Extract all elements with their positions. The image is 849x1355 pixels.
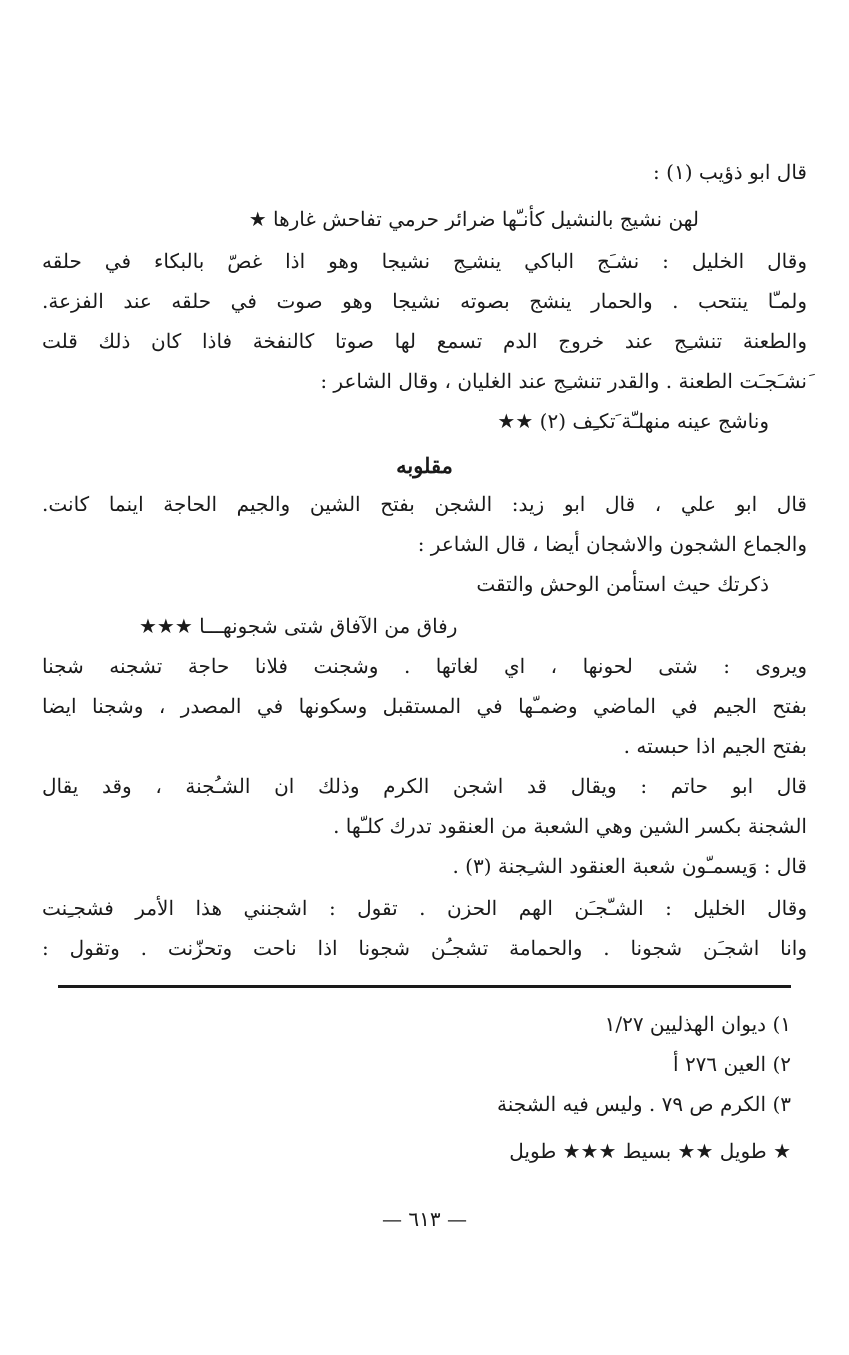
verse-line: لهن نشيج بالنشيل كأنـّها ضرائر حرمي تفاحش غارها ★ <box>248 207 699 231</box>
text-line: ولمـّا ينتحب . والحمار ينشج بصوته نشيجا وهو صوت في حلقه عند الفزعة. <box>42 289 807 313</box>
text-line: وانا اشجـَن شجونا . والحمامة تشجـُن شجونا اذا ناحت وتحزّنت . وتقول : <box>42 936 807 960</box>
text-line: وقال الخليل : نشـَج الباكي ينشـِج نشيجا وهو اذا غصّ بالبكاء في حلقه <box>42 249 807 273</box>
verse-line: رفاق من الآفاق شتى شجونهـــا ★★★ <box>139 614 458 638</box>
text-line: والجماع الشجون والاشجان أيضا ، قال الشاعر : <box>417 532 807 556</box>
verse-line: ذكرتك حيث استأمن الوحش والتقت <box>476 572 769 596</box>
footnote-divider <box>58 985 791 988</box>
text-line: بفتح الجيم اذا حبسته . <box>623 734 807 758</box>
footnote: ٣) الكرم ص ٧٩ . وليس فيه الشجنة <box>497 1092 791 1116</box>
text-line: وقال الخليل : الشـّجـَن الهم الحزن . تقول : اشجنني هذا الأمر فشجـِنت <box>42 896 807 920</box>
text-line: بفتح الجيم في الماضي وضمـّها في المستقبل وسكونها في المصدر ، وشجنا ايضا <box>42 694 807 718</box>
text-line: قال ابو حاتم : ويقال قد اشجن الكرم وذلك ان الشـُجنة ، وقد يقال <box>42 774 807 798</box>
verse-line: وناشج عينه منهلـّة َتكـِف (٢) ★★ <box>497 409 769 433</box>
text-line: والطعنة تنشـِج عند خروج الدم تسمع لها صوتا كالنفخة فاذا كان ذلك قلت <box>42 329 807 353</box>
text-line: َنشـَجـَت الطعنة . والقدر تنشـِج عند الغليان ، وقال الشاعر : <box>320 369 807 393</box>
section-heading: مقلوبه <box>396 453 453 478</box>
footnote: ٢) العين ٢٧٦ أ <box>673 1052 791 1076</box>
text-line: قال ابو ذؤيب (١) : <box>653 160 807 184</box>
meter-legend: ★ طويل ★★ بسيط ★★★ طويل <box>509 1139 791 1163</box>
footnote: ١) ديوان الهذليين ١/٢٧ <box>604 1012 791 1036</box>
text-line: قال ابو علي ، قال ابو زيد: الشجن بفتح الشين والجيم الحاجة اينما كانت. <box>42 492 807 516</box>
text-line: قال : وَيسمـّون شعبة العنقود الشـِجنة (٣) . <box>452 854 807 878</box>
text-line: ويروى : شتى لحونها ، اي لغاتها . وشجنت فلانا حاجة تشجنه شجنا <box>42 654 807 678</box>
page-number: — ٦١٣ — <box>382 1207 467 1231</box>
text-line: الشجنة بكسر الشين وهي الشعبة من العنقود تدرك كلـّها . <box>333 814 807 838</box>
